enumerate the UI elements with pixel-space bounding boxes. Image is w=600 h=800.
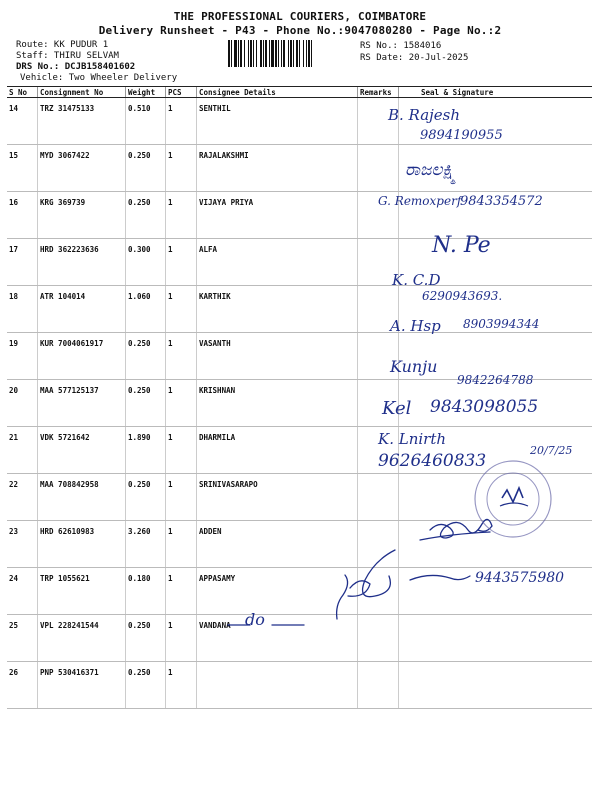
row-pcs: 1 xyxy=(166,98,197,145)
row-weight: 0.250 xyxy=(126,333,166,380)
table-row xyxy=(7,662,592,709)
signature-phone-row-22: 9626460833 xyxy=(378,451,487,471)
row-consignee: SRINIVASARAPO xyxy=(197,474,358,521)
col-consignee: Consignee Details xyxy=(197,87,358,98)
row-pcs: 1 xyxy=(166,568,197,615)
signature-phone-row-25: 9443575980 xyxy=(475,570,565,586)
col-weight: Weight xyxy=(126,87,166,98)
signature-row-19: A. Hsp xyxy=(390,317,441,335)
row-seal xyxy=(399,615,593,662)
signature-phone-row-18: 6290943693. xyxy=(422,289,503,303)
row-consignee: KRISHNAN xyxy=(197,380,358,427)
row-consignment: PNP 530416371 xyxy=(38,662,126,709)
row-pcs: 1 xyxy=(166,615,197,662)
row-remarks xyxy=(358,568,399,615)
table-row xyxy=(7,615,592,662)
row-remarks xyxy=(358,286,399,333)
staff-label: Staff: THIRU SELVAM xyxy=(16,51,119,61)
vehicle-label: Vehicle: Two Wheeler Delivery xyxy=(20,73,178,83)
rs-date: RS Date: 20-Jul-2025 xyxy=(360,53,469,63)
signature-row-17: N. Pe xyxy=(432,233,491,258)
row-consignee: ALFA xyxy=(197,239,358,286)
signature-phone-row-20: 9842264788 xyxy=(457,373,534,387)
row-consignee: VIJAYA PRIYA xyxy=(197,192,358,239)
row-weight: 0.510 xyxy=(126,98,166,145)
row-weight: 0.250 xyxy=(126,380,166,427)
row-sno: 23 xyxy=(7,521,38,568)
company-title: THE PROFESSIONAL COURIERS, COIMBATORE xyxy=(173,10,427,23)
route-label: Route: KK PUDUR 1 xyxy=(16,40,109,50)
row-remarks xyxy=(358,427,399,474)
row-remarks xyxy=(358,521,399,568)
runsheet-info xyxy=(360,40,468,64)
signature-row-16: G. Remoxperf xyxy=(378,194,462,208)
row-remarks xyxy=(358,98,399,145)
table-row xyxy=(7,239,592,286)
row-weight: 0.180 xyxy=(126,568,166,615)
signature-date: 20/7/25 xyxy=(530,444,573,457)
row-consignment: TRZ 31475133 xyxy=(38,98,126,145)
row-remarks xyxy=(358,380,399,427)
row-remarks xyxy=(358,474,399,521)
signature-row-21: Kel xyxy=(382,398,412,419)
row-pcs: 1 xyxy=(166,427,197,474)
signature-phone-row-16: 9843354572 xyxy=(460,194,543,209)
row-consignee: APPASAMY xyxy=(197,568,358,615)
row-remarks xyxy=(358,662,399,709)
runsheet-header xyxy=(0,10,600,38)
row-consignment: MAA 577125137 xyxy=(38,380,126,427)
row-weight: 3.260 xyxy=(126,521,166,568)
row-consignment: ATR 104014 xyxy=(38,286,126,333)
row-seal xyxy=(399,286,593,333)
col-consignment: Consignment No xyxy=(38,87,126,98)
route-info xyxy=(16,40,177,84)
row-seal xyxy=(399,333,593,380)
row-weight: 0.300 xyxy=(126,239,166,286)
barcode-bar xyxy=(312,40,314,67)
row-seal xyxy=(399,192,593,239)
table-row xyxy=(7,380,592,427)
row-weight: 1.060 xyxy=(126,286,166,333)
signature-row-26: do xyxy=(245,610,265,629)
row-remarks xyxy=(358,239,399,286)
row-remarks xyxy=(358,333,399,380)
col-sno: S No xyxy=(7,87,38,98)
signature-row-14: B. Rajesh xyxy=(388,106,461,124)
table-row xyxy=(7,286,592,333)
col-remarks: Remarks xyxy=(358,87,399,98)
table-row xyxy=(7,192,592,239)
row-consignment: KUR 7004061917 xyxy=(38,333,126,380)
row-sno: 20 xyxy=(7,380,38,427)
row-sno: 26 xyxy=(7,662,38,709)
row-remarks xyxy=(358,145,399,192)
row-sno: 25 xyxy=(7,615,38,662)
row-seal xyxy=(399,380,593,427)
row-consignee xyxy=(197,662,358,709)
signature-phone-row-19: 8903994344 xyxy=(463,317,540,331)
row-consignee: KARTHIK xyxy=(197,286,358,333)
table-header-row xyxy=(7,87,592,98)
company-seal-stamp xyxy=(472,458,554,540)
row-sno: 16 xyxy=(7,192,38,239)
signature-row-20: Kunju xyxy=(390,357,438,376)
table-row xyxy=(7,145,592,192)
row-weight: 0.250 xyxy=(126,145,166,192)
row-consignee: RAJALAKSHMI xyxy=(197,145,358,192)
signature-row-18: K. C.D xyxy=(392,271,441,289)
row-weight: 0.250 xyxy=(126,474,166,521)
row-pcs: 1 xyxy=(166,380,197,427)
row-consignment: MAA 708842958 xyxy=(38,474,126,521)
row-consignment: TRP 1055621 xyxy=(38,568,126,615)
row-weight: 0.250 xyxy=(126,192,166,239)
row-sno: 18 xyxy=(7,286,38,333)
row-consignment: HRD 362223636 xyxy=(38,239,126,286)
barcode xyxy=(228,40,354,67)
row-pcs: 1 xyxy=(166,192,197,239)
runsheet-subtitle: Delivery Runsheet - P43 - Phone No.:9047080280 - Page No.:2 xyxy=(98,24,502,37)
col-seal-signature: Seal & Signature xyxy=(399,87,593,98)
row-sno: 19 xyxy=(7,333,38,380)
row-consignment: MYD 3067422 xyxy=(38,145,126,192)
row-consignment: VPL 228241544 xyxy=(38,615,126,662)
row-consignee: VASANTH xyxy=(197,333,358,380)
row-seal xyxy=(399,145,593,192)
row-seal xyxy=(399,98,593,145)
signature-row-15: ರಾಜಲಕ್ಷ್ಮಿ xyxy=(405,160,457,180)
row-sno: 15 xyxy=(7,145,38,192)
row-pcs: 1 xyxy=(166,145,197,192)
row-consignee: SENTHIL xyxy=(197,98,358,145)
delivery-table xyxy=(7,86,592,709)
row-pcs: 1 xyxy=(166,286,197,333)
row-sno: 22 xyxy=(7,474,38,521)
row-sno: 17 xyxy=(7,239,38,286)
row-remarks xyxy=(358,192,399,239)
drs-number: DRS No.: DCJB158401602 xyxy=(16,62,136,72)
row-pcs: 1 xyxy=(166,662,197,709)
row-seal xyxy=(399,568,593,615)
row-consignee: VANDANA xyxy=(197,615,358,662)
row-pcs: 1 xyxy=(166,474,197,521)
row-consignee: DHARMILA xyxy=(197,427,358,474)
row-seal xyxy=(399,239,593,286)
row-weight: 0.250 xyxy=(126,615,166,662)
col-pcs: PCS xyxy=(166,87,197,98)
table-row xyxy=(7,333,592,380)
row-pcs: 1 xyxy=(166,521,197,568)
row-sno: 14 xyxy=(7,98,38,145)
row-sno: 24 xyxy=(7,568,38,615)
table-row xyxy=(7,568,592,615)
row-consignment: VDK 5721642 xyxy=(38,427,126,474)
row-consignment: HRD 62610983 xyxy=(38,521,126,568)
signature-phone-row-21: 9843098055 xyxy=(430,397,539,417)
signature-phone-row-14: 9894190955 xyxy=(420,128,503,143)
row-consignment: KRG 369739 xyxy=(38,192,126,239)
table-row xyxy=(7,98,592,145)
row-sno: 21 xyxy=(7,427,38,474)
row-pcs: 1 xyxy=(166,239,197,286)
row-seal xyxy=(399,662,593,709)
row-remarks xyxy=(358,615,399,662)
row-pcs: 1 xyxy=(166,333,197,380)
signature-row-22: K. Lnirth xyxy=(378,430,447,448)
row-consignee: ADDEN xyxy=(197,521,358,568)
rs-number: RS No.: 1584016 xyxy=(360,41,442,51)
row-weight: 0.250 xyxy=(126,662,166,709)
row-weight: 1.890 xyxy=(126,427,166,474)
